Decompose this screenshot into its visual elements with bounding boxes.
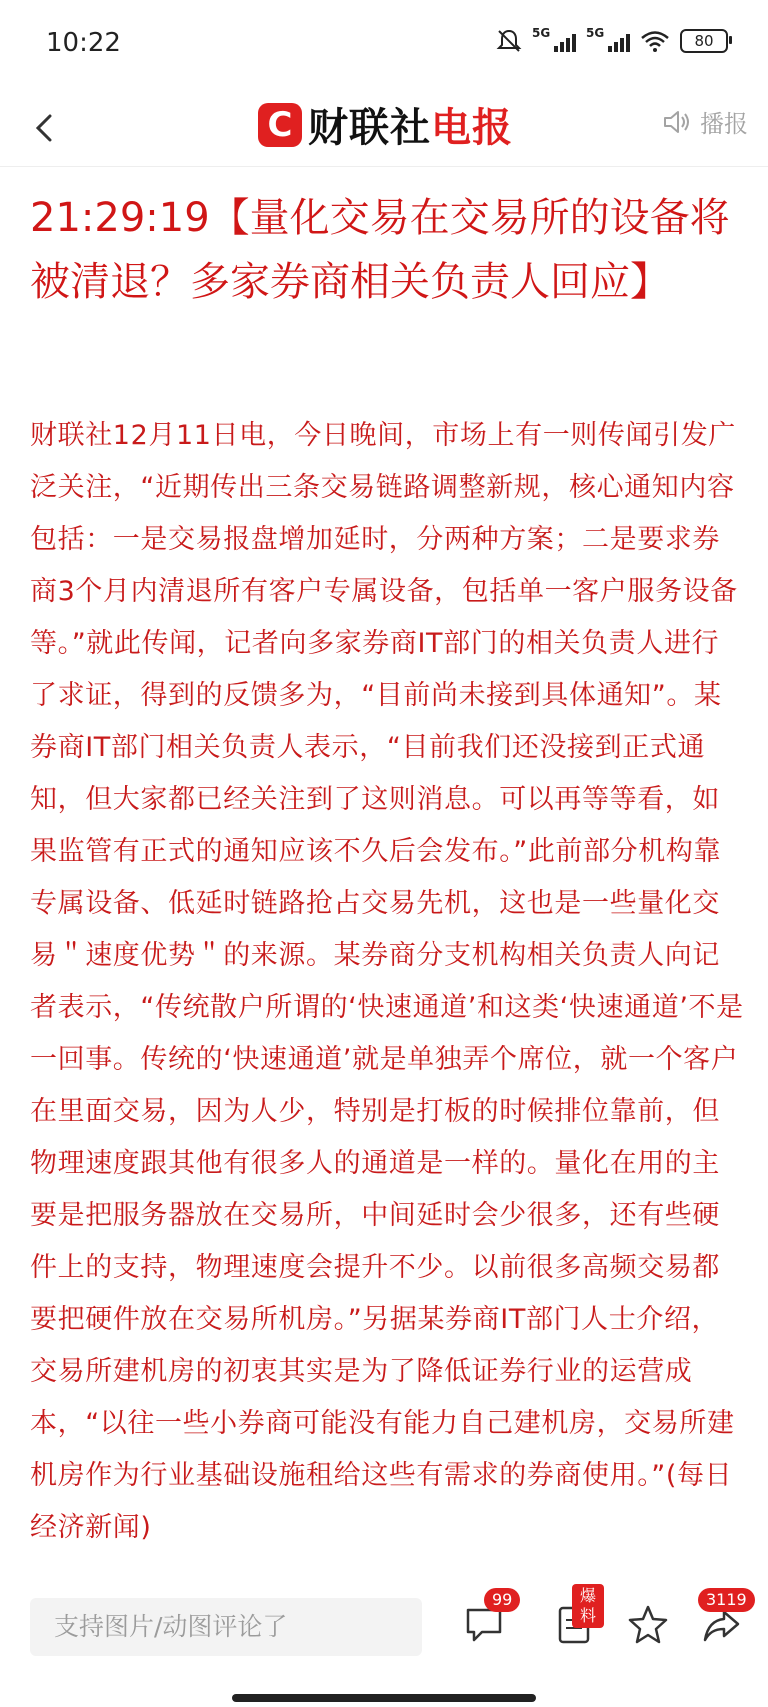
broadcast-button[interactable] [662,104,748,139]
share-count-badge: 3119 [698,1588,755,1612]
article-title: 21:29:19【量化交易在交易所的设备将被清退？多家券商相关负责人回应】 [30,195,730,305]
brand-logo [258,96,513,153]
signal-1-icon: 5G [532,30,576,52]
wifi-icon [640,29,670,53]
bottom-bar [0,1578,768,1707]
tip-badge: 爆料 [572,1584,604,1628]
comment-count-badge: 99 [484,1588,520,1612]
home-indicator[interactable] [232,1694,536,1702]
back-icon[interactable] [30,108,60,148]
mute-icon [496,28,522,54]
article-body: 财联社12月11日电，今日晚间，市场上有一则传闻引发广泛关注，“近期传出三条交易链路调整新规，核心通知内容包括：一是交易报盘增加延时，分两种方案；二是要求券商3个月内清退所有客户专属设备，包括单一客户服务设备等。”就此传闻，记者向多家券商IT部门的相关负责人进行了求证，得到的反馈多为，“目前尚未接到具体通知”。某券商IT部门相关负责人表示，“目前我们还没接到正式通知，但大家都已经关注到了这则消息。可以再等等看，如果监管有正式的通知应该不久后会发布。”此前部分机构靠专属设备、低延时链路抢占交易先机，这也是一些量化交易＂速度优势＂的来源。某券商分支机构相关负责人向记者表示，“传统散户所谓的‘快速通道’和这类‘快速通道’不是一回事。传统的‘快速通道’就是单独弄个席位，就一个客户在里面交易，因为人少，特别是打板的时候排位靠前，但物理速度跟其他有很多人的通道是一样的。量化在用的主要是把服务器放在交易所，中间延时会少很多，还有些硬件上的支持，物理速度会提升不少。以前很多高频交易都要把硬件放在交易所机房。”另据某券商IT部门人士介绍，交易所建机房的初衷其实是为了降低证券行业的运营成本，“以往一些小券商可能没有能力自己建机房，交易所建机房作为行业基础设施租给这些有需求的券商使用。”(每日经济新闻) [30,420,744,1543]
star-icon [626,1602,670,1646]
logo-text: 财联社电报 [308,105,513,151]
article-body-container[interactable] [30,410,746,1580]
broadcast-label: 播报 [700,110,748,138]
app-header [0,90,768,167]
share-button[interactable] [700,1590,748,1650]
battery-indicator: 80 [680,29,728,53]
favorite-button[interactable] [626,1602,674,1650]
tip-button[interactable] [552,1586,600,1650]
comment-button[interactable] [462,1590,513,1650]
status-bar [0,0,768,90]
comment-input[interactable]: 支持图片/动图评论了 [30,1598,422,1656]
status-icons [496,28,728,54]
signal-2-icon: 5G [586,30,630,52]
speaker-icon [662,109,692,135]
logo-mark: C [258,103,302,147]
status-time: 10:22 [46,28,121,58]
